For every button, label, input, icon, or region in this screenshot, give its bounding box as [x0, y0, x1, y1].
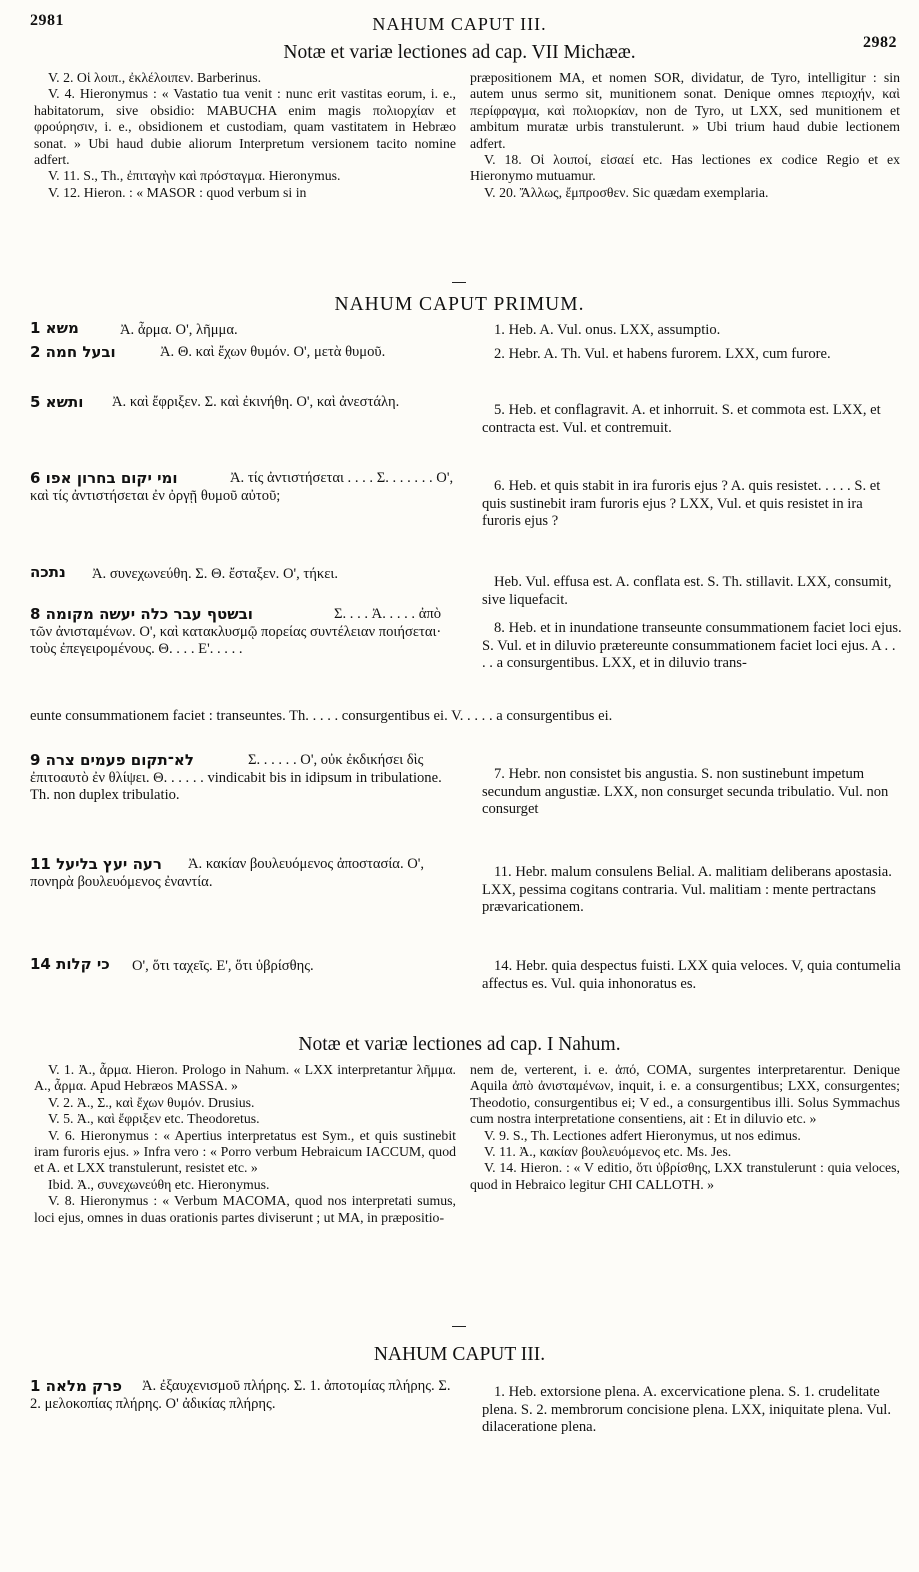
- latin-readings: 14. Hebr. quia despectus fuisti. LXX quia veloces. V, quia contumelia affectus es. Vul. quia inhonoratus es.: [482, 958, 901, 992]
- notes-micah-right-column: [470, 70, 900, 201]
- note-paragraph: V. 9. S., Th. Lectiones adfert Hieronymus, ut nos edimus.: [484, 1127, 801, 1143]
- note-paragraph: V. 6. Hieronymus : « Apertius interpretatus est Sym., et quis sustinebit iram furoris ejus. » Infra vero : « Porro verbum Hebraicum IACCUM, quod et A. et LXX transtulerunt, resistet etc. »: [34, 1127, 456, 1176]
- hebrew-lemma: משא 1: [30, 319, 79, 337]
- chapter-three-heading: NAHUM CAPUT III.: [373, 1344, 546, 1365]
- latin-readings: 6. Heb. et quis stabit in ira furoris ejus ? A. quis resistet. . . . . S. et quis sustinebit iram furoris ejus ? LXX, Vul. et quis resistet in ira furoris ejus ?: [482, 478, 881, 530]
- hebrew-lemma: לא־תקום פעמים צרה 9: [30, 751, 194, 769]
- hebrew-lemma: ומי יקום בחרון אפו 6: [30, 469, 178, 487]
- entry-ch3-verse-1: [0, 1378, 919, 1478]
- latin-readings: 5. Heb. et conflagravit. A. et inhorruit. S. et commota est. LXX, et contracta est. Vul. et contremuit.: [482, 402, 881, 436]
- hebrew-lemma: ובשטף עבר כלה יעשה מקומה 8: [30, 605, 253, 623]
- latin-readings: Heb. Vul. effusa est. A. conflata est. S. Th. stillavit. LXX, consumit, sive liquefacit.: [482, 574, 892, 608]
- greek-readings: Ἀ. ἆρμα. Ο', λῆμμα.: [120, 322, 238, 338]
- note-paragraph: V. 5. Ἀ., καὶ ἔφριξεν etc. Theodoretus.: [48, 1111, 260, 1127]
- section-divider: [452, 282, 466, 283]
- note-paragraph: V. 1. Ἀ., ἆρμα. Hieron. Prologo in Nahum. « LXX interpretantur λῆμμα. A., ἆρμα. Apud Hebræos MASSA. »: [34, 1062, 456, 1094]
- greek-readings: Ἀ. κακίαν βουλευόμενος ἀποστασία. Ο', πονηρὰ βουλευόμενος ἐναντία.: [30, 856, 425, 890]
- entry-verse-5: [0, 394, 919, 464]
- hebrew-lemma: כי קלות 14: [30, 955, 110, 973]
- entry-verse-8-continuation: eunte consummationem faciet : transeuntes. Th. . . . . consurgentibus ei. V. . . . . a consurgentibus ei.: [30, 708, 613, 724]
- note-paragraph: V. 12. Hieron. : « MASOR : quod verbum si in: [48, 184, 307, 200]
- greek-readings: Ἀ. συνεχωνεύθη. Σ. Θ. ἔσταξεν. Ο', τήκει.: [92, 566, 338, 582]
- hebrew-lemma: נתכה: [30, 563, 66, 581]
- notes-micah-heading: Notæ et variæ lectiones ad cap. VII Michææ.: [283, 42, 636, 63]
- note-paragraph: V. 2. Ἀ., Σ., καὶ ἔχων θυμόν. Drusius.: [48, 1094, 255, 1110]
- hebrew-lemma: ותשא 5: [30, 393, 84, 411]
- hebrew-lemma: פרק מלאה 1: [30, 1377, 122, 1395]
- page-number-right: 2982: [863, 34, 897, 51]
- latin-readings: 7. Hebr. non consistet bis angustia. S. non sustinebunt impetum secundum angustiæ. LXX, non consurget secunda tribulatio. Vul. non consurget: [482, 766, 889, 818]
- entry-verse-2: [0, 344, 919, 390]
- greek-readings: Ἀ. Θ. καὶ ἔχων θυμόν. Ο', μετὰ θυμοῦ.: [160, 344, 386, 360]
- latin-readings: 8. Heb. et in inundatione transeunte consummationem faciet loci ejus. S. Vul. et in diluvio prætereunte consummationem faciet loci ejus. A . . . . a consurgentibus. LXX, et in diluvio trans-: [482, 620, 902, 672]
- latin-readings: 2. Hebr. A. Th. Vul. et habens furorem. LXX, cum furore.: [494, 346, 831, 362]
- greek-readings: Ἀ. τίς ἀντιστήσεται . . . . Σ. . . . . . . Ο', καὶ τίς ἀντιστήσεται ἐν ὀργῇ θυμοῦ αὐτοῦ;: [30, 470, 454, 504]
- notes-nahum-right-column: [470, 1062, 900, 1193]
- latin-readings: 1. Heb. extorsione plena. A. excervicatione plena. S. 1. crudelitate plena. S. 2. membrorum concisione plena. LXX, iniquitate plena. Vul. dilaceratione plena.: [482, 1384, 892, 1436]
- section-divider: [452, 1326, 466, 1327]
- note-paragraph: nem de, verterent, i. e. ἀπό, COMA, surgentes interpretarentur. Denique Aquila ἀπὸ ἀνισταμένων, inquit, i. e. a consurgentibus; LXX, consurgentes; Theodotio, consurgentibus ei; V ed., a consurgentibus illi. Solus Symmachus cum nostra interpretatione consentiens, ait : Et in diluvio etc. »: [470, 1062, 900, 1127]
- note-paragraph: Ibid. Ἀ., συνεχωνεύθη etc. Hieronymus.: [48, 1176, 270, 1192]
- note-paragraph: V. 11. S., Th., ἐπιταγὴν καὶ πρόσταγμα. Hieronymus.: [48, 168, 341, 184]
- greek-readings: Ἀ. καὶ ἔφριξεν. Σ. καὶ ἐκινήθη. Ο', καὶ ἀνεστάλη.: [112, 394, 400, 410]
- entry-verse-6: [0, 470, 919, 560]
- note-paragraph: V. 20. Ἄλλως, ἔμπροσθεν. Sic quædam exemplaria.: [484, 184, 769, 200]
- chapter-one-heading: NAHUM CAPUT PRIMUM.: [334, 294, 585, 315]
- entry-verse-1: [0, 320, 919, 342]
- greek-readings: Σ. . . . Ἀ. . . . . ἀπὸ τῶν ἀνισταμένων. Ο', καὶ κατακλυσμῷ πορείας συντέλειαν ποιήσεται· τοὺς ἐπεγειρομένους. Θ. . . . E'. . . . .: [30, 606, 442, 658]
- notes-nahum-left-column: [34, 1062, 456, 1226]
- latin-readings: 1. Heb. A. Vul. onus. LXX, assumptio.: [494, 322, 721, 338]
- latin-readings: 11. Hebr. malum consulens Belial. A. malitiam deliberans apostasia. LXX, pessima cogitans contraria. Vul. malitiam : mente pertractans prævaricationem.: [482, 864, 892, 916]
- notes-nahum-heading: Notæ et variæ lectiones ad cap. I Nahum.: [298, 1034, 621, 1055]
- hebrew-lemma: רעה יעץ בליעל 11: [30, 855, 162, 873]
- greek-readings: Σ. . . . . . Ο', οὐκ ἐκδικήσει δὶς ἐπιτοαυτὸ ἐν θλίψει. Θ. . . . . . vindicabit bis in idipsum in tribulatione. Th. non duplex tribulatio.: [30, 752, 442, 804]
- entry-verse-9: [0, 752, 919, 852]
- hebrew-lemma: ובעל חמה 2: [30, 343, 116, 361]
- note-paragraph: V. 4. Hieronymus : « Vastatio tua venit : nunc erit vastitas eorum, i. e., habitatorum, sive obsidio: MABUCHA enim magis πολιορχίαν et φρούρησιν, i. e., obsidionem et custodiam, quam vastitatem in Hebræo sonat. » Ubi haud dubie aliorum Interpretum versionem tacito nomine adfert.: [34, 86, 456, 168]
- note-paragraph: V. 2. Οἱ λοιπ., ἐκλέλοιπεν. Barberinus.: [48, 70, 262, 85]
- notes-micah-left-column: [34, 70, 456, 201]
- running-head: NAHUM CAPUT III.: [372, 14, 547, 34]
- note-paragraph: V. 14. Hieron. : « V editio, ὅτι ὑβρίσθης, LXX transtulerunt : quia veloces, quod in Hebraico legitur CHI CALLOTH. »: [470, 1160, 900, 1192]
- entry-verse-11: [0, 856, 919, 952]
- entry-verse-14: [0, 956, 919, 1022]
- note-paragraph: V. 8. Hieronymus : « Verbum MACOMA, quod nos interpretati sumus, loci ejus, omnes in duas orationis partes diviserunt ; ut MA, in præpositio-: [34, 1193, 456, 1225]
- page-number-left: 2981: [30, 12, 64, 29]
- note-paragraph: V. 18. Οἱ λοιποί, εἰσαεί etc. Has lectiones ex codice Regio et ex Hieronymo mutuamur.: [470, 152, 900, 184]
- greek-readings: Ἀ. ἐξαυχενισμοῦ πλήρης. Σ. 1. ἀποτομίας πλήρης. Σ. 2. μελοκοπίας πλήρης. Ο' ἀδικίας πλήρης.: [30, 1378, 451, 1412]
- greek-readings: Ο', ὅτι ταχεῖς. E', ὅτι ὑβρίσθης.: [132, 958, 314, 974]
- entry-verse-8: [0, 606, 919, 696]
- note-paragraph: præpositionem MA, et nomen SOR, dividatur, de Tyro, intelligitur : sin autem unus sermo sit, munitionem sonat. Denique omnes περιοχήν, καὶ περίφραγμα, καὶ πολιορκίαν, non de Tyro, ut LXX, sed munitionem et ambitum muratæ urbis transtulerunt. » Ubi trium haud dubie lectionem adfert.: [470, 70, 900, 151]
- entry-verse-6b: [0, 563, 919, 608]
- note-paragraph: V. 11. Ἀ., κακίαν βουλευόμενος etc. Ms. Jes.: [484, 1144, 732, 1160]
